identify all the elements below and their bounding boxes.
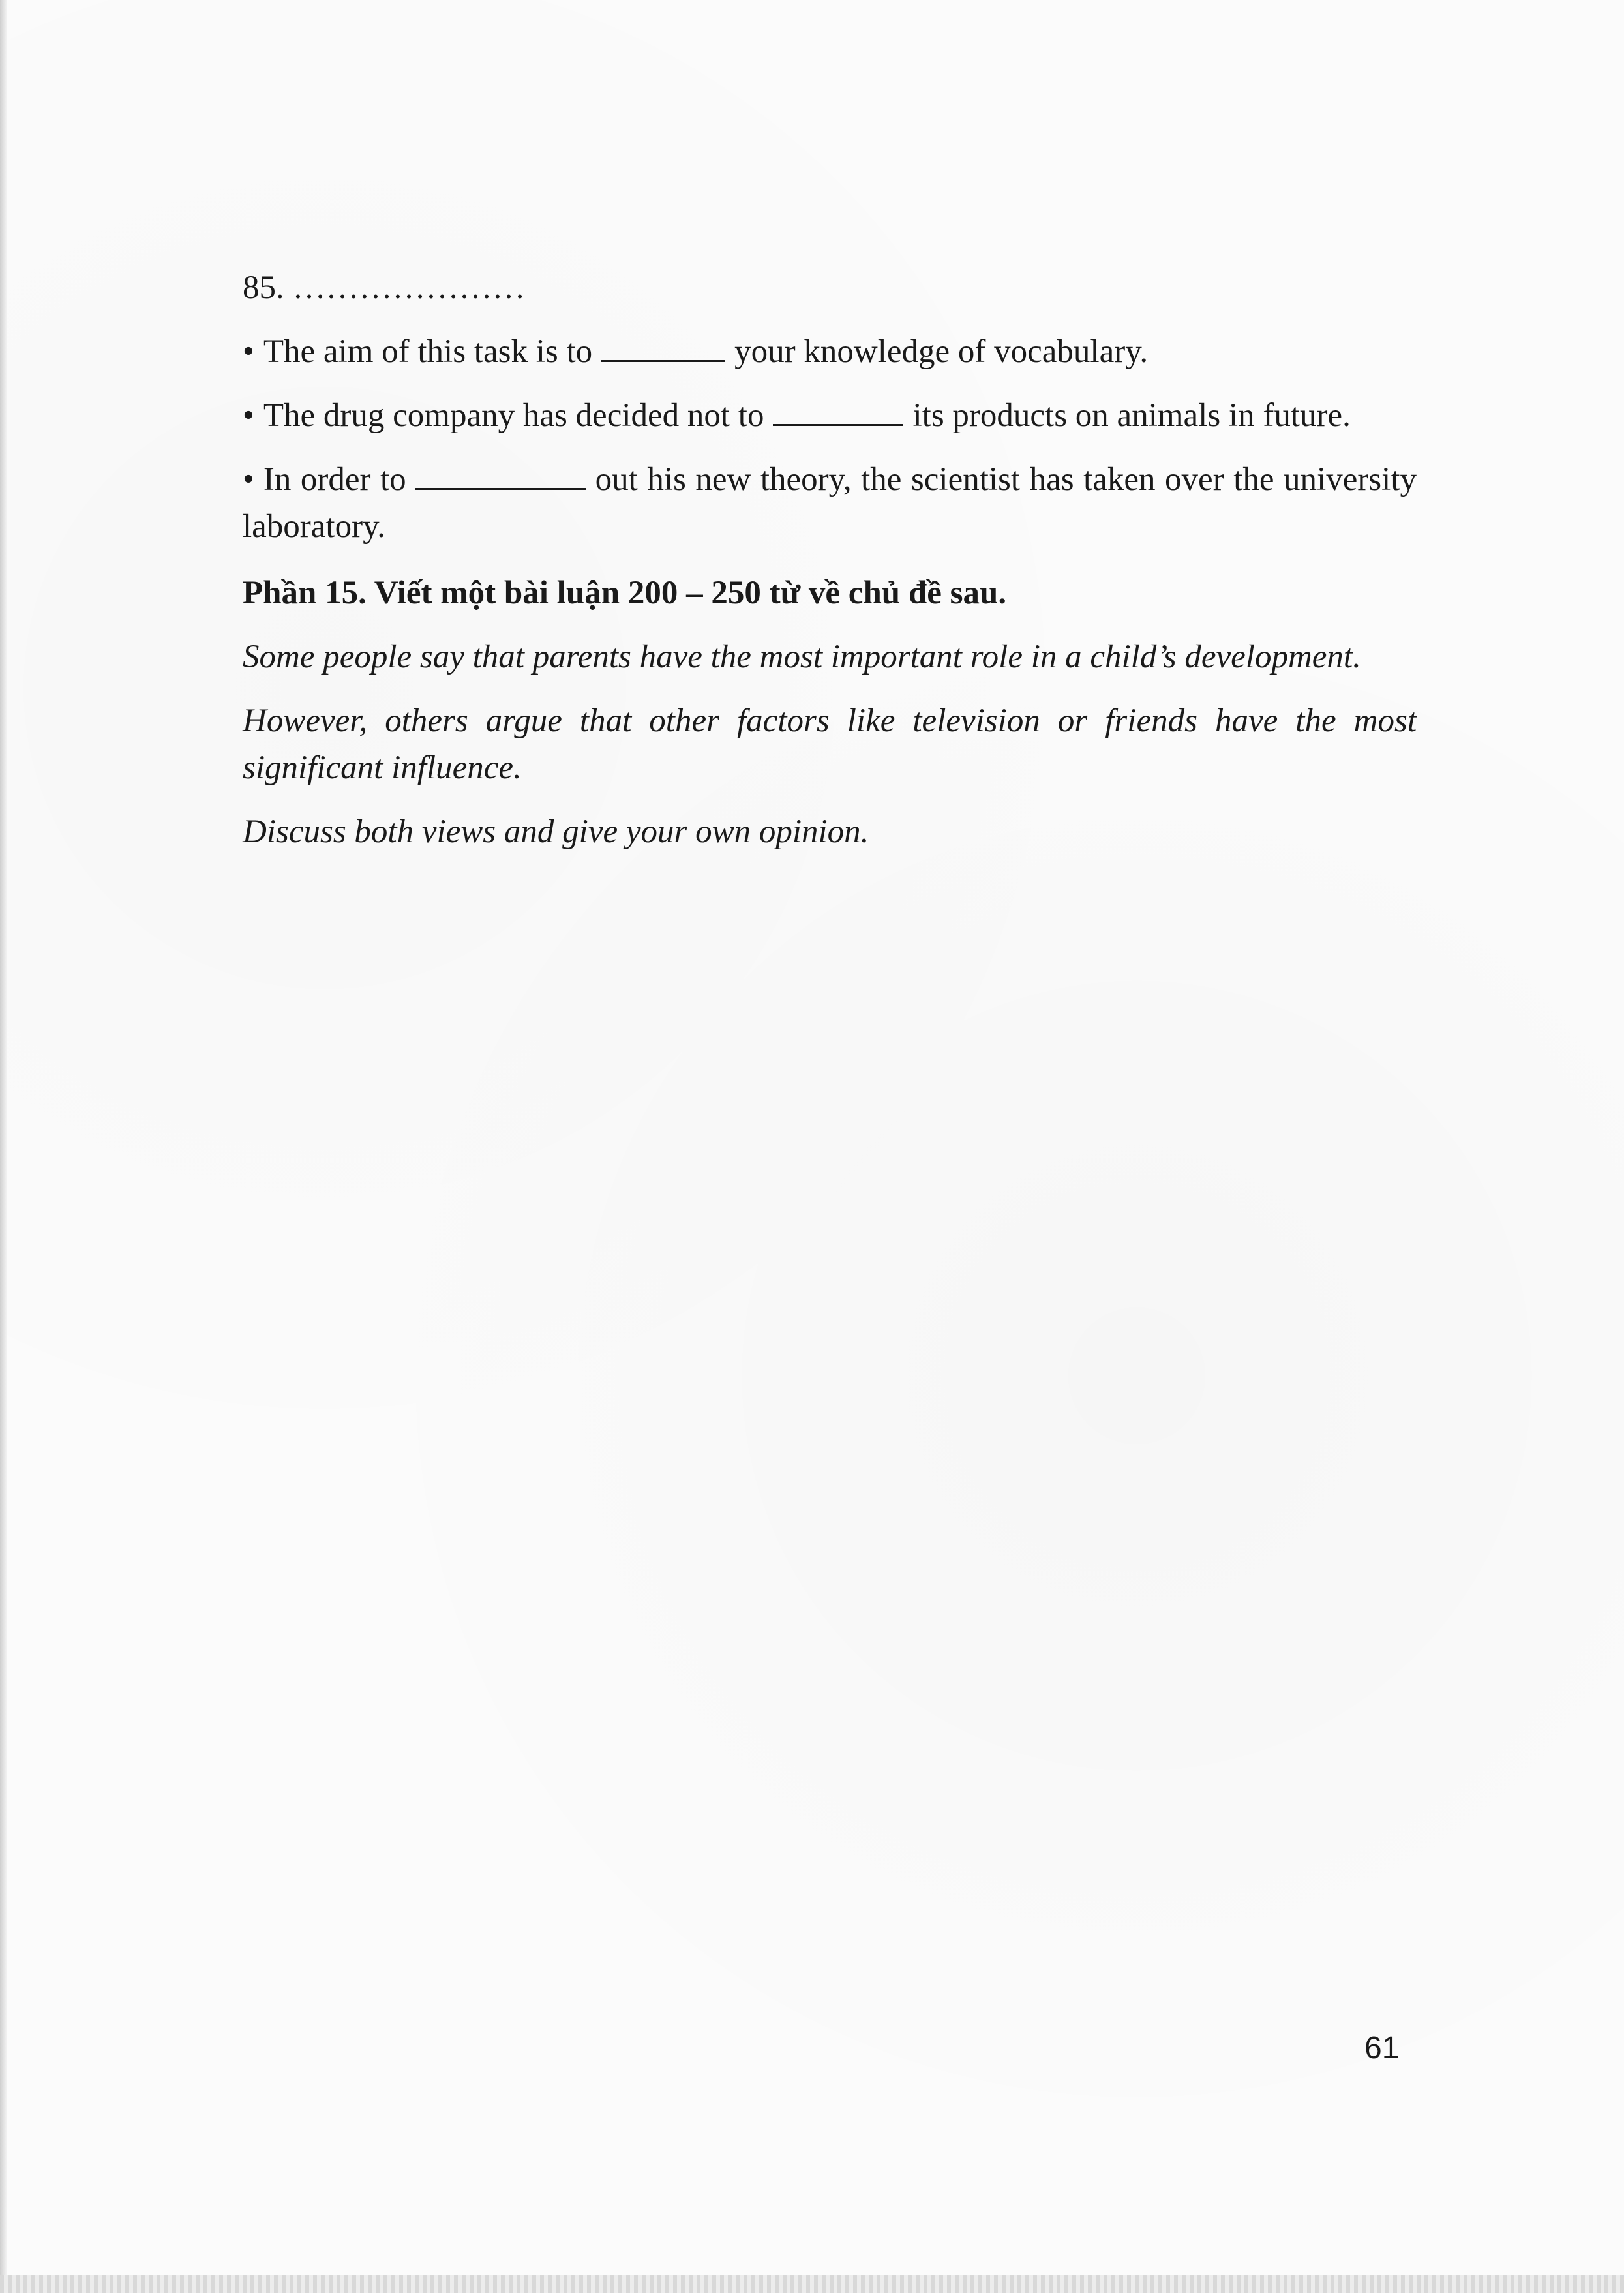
answer-blank-2[interactable] <box>773 398 903 426</box>
bullet-marker: • <box>243 397 254 434</box>
sentence-3-before: In order to <box>263 461 406 498</box>
sentence-1-before: The aim of this task is to <box>263 333 593 370</box>
essay-prompt-line-1: Some people say that parents have the most important role in a child’s development. <box>243 639 1361 675</box>
answer-blank-3[interactable] <box>415 462 586 490</box>
sentence-2 <box>243 392 1417 439</box>
bullet-marker: • <box>243 461 254 498</box>
sentence-3 <box>243 456 1417 550</box>
question-number: 85. ………………… <box>243 269 526 306</box>
bullet-marker: • <box>243 333 254 370</box>
sentence-1-after: your knowledge of vocabulary. <box>734 333 1149 370</box>
section-heading: Phần 15. Viết một bài luận 200 – 250 từ về chủ đề sau. <box>243 575 1007 611</box>
scan-left-edge <box>0 0 7 2293</box>
sentence-2-after: its products on animals in future. <box>912 397 1351 434</box>
answer-blank-1[interactable] <box>601 334 725 362</box>
sentence-2-before: The drug company has decided not to <box>263 397 764 434</box>
page-number: 61 <box>1364 2031 1400 2065</box>
essay-prompt-line-3: Discuss both views and give your own opinion. <box>243 813 869 850</box>
sentence-1 <box>243 328 1417 375</box>
page-content <box>243 264 1417 855</box>
sentence-3-after: out his new theory, the scientist has taken over the university laboratory. <box>243 461 1417 545</box>
essay-prompt-line-2: However, others argue that other factors like television or friends have the most significant influence. <box>243 703 1417 786</box>
scan-bottom-edge <box>0 2275 1624 2293</box>
